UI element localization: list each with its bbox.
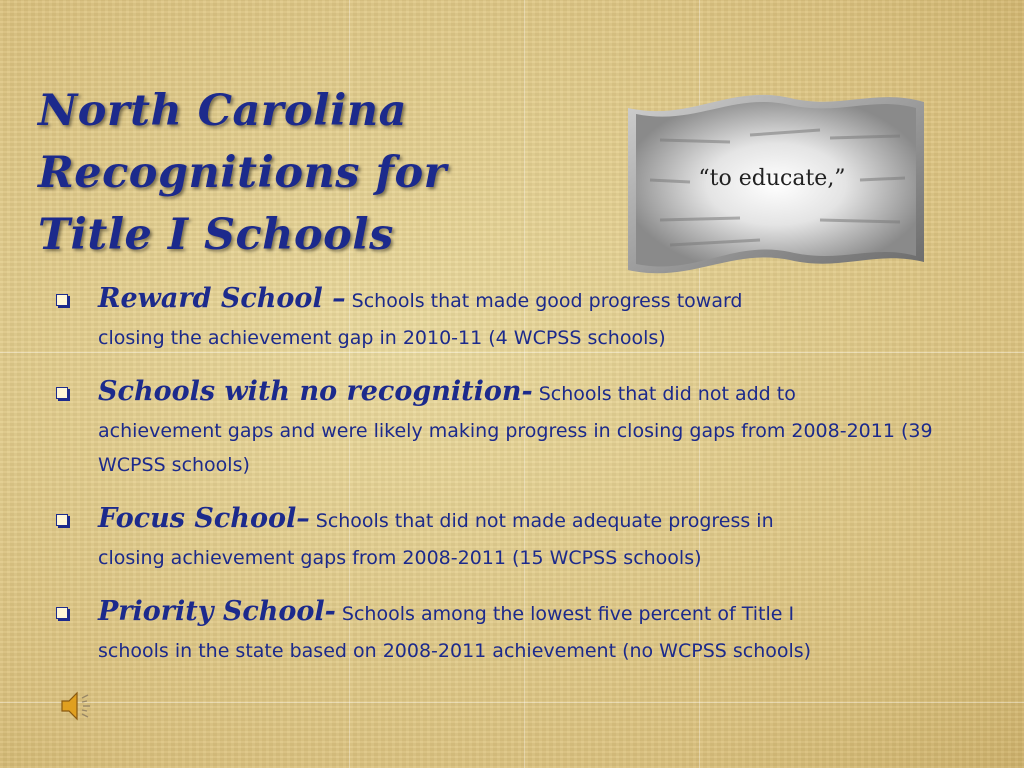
title-line-3: Title I Schools xyxy=(38,210,394,260)
checkbox-bullet-icon xyxy=(56,607,68,619)
list-item-priority-school xyxy=(50,593,970,668)
list-item-no-recognition xyxy=(50,373,970,482)
list-item-focus-school xyxy=(50,500,970,575)
quote-banner-image xyxy=(620,80,932,285)
bullet-description-continued: schools in the state based on 2008-2011 achievement (no WCPSS schools) xyxy=(98,640,812,662)
checkbox-bullet-icon xyxy=(56,294,68,306)
bullet-description-continued: closing the achievement gap in 2010-11 (4 WCPSS schools) xyxy=(98,327,666,349)
bullet-heading: Priority School- xyxy=(98,596,336,627)
list-item-reward-school xyxy=(50,280,970,355)
bullet-description: Schools that did not made adequate progress in xyxy=(309,510,774,532)
background-tile-line xyxy=(0,702,1024,703)
speaker-icon[interactable] xyxy=(58,688,94,724)
bullet-description: Schools that did not add to xyxy=(532,383,796,405)
bullet-heading: Focus School– xyxy=(98,503,310,534)
title-line-2: Recognitions for xyxy=(38,148,447,198)
bullet-description-continued: achievement gaps and were likely making progress in closing gaps from 2008-2011 (39 WCPSS schools) xyxy=(98,420,933,476)
bullet-heading: Schools with no recognition- xyxy=(98,376,533,407)
title-line-1: North Carolina xyxy=(38,86,407,136)
bullet-description-continued: closing achievement gaps from 2008-2011 (15 WCPSS schools) xyxy=(98,547,702,569)
bullet-list xyxy=(50,280,970,686)
banner-quote-text: “to educate,” xyxy=(698,166,846,191)
checkbox-bullet-icon xyxy=(56,514,68,526)
bullet-description: Schools that made good progress toward xyxy=(345,290,743,312)
bullet-heading: Reward School – xyxy=(98,283,346,314)
bullet-description: Schools among the lowest five percent of Title I xyxy=(335,603,795,625)
slide-title xyxy=(38,80,518,266)
checkbox-bullet-icon xyxy=(56,387,68,399)
